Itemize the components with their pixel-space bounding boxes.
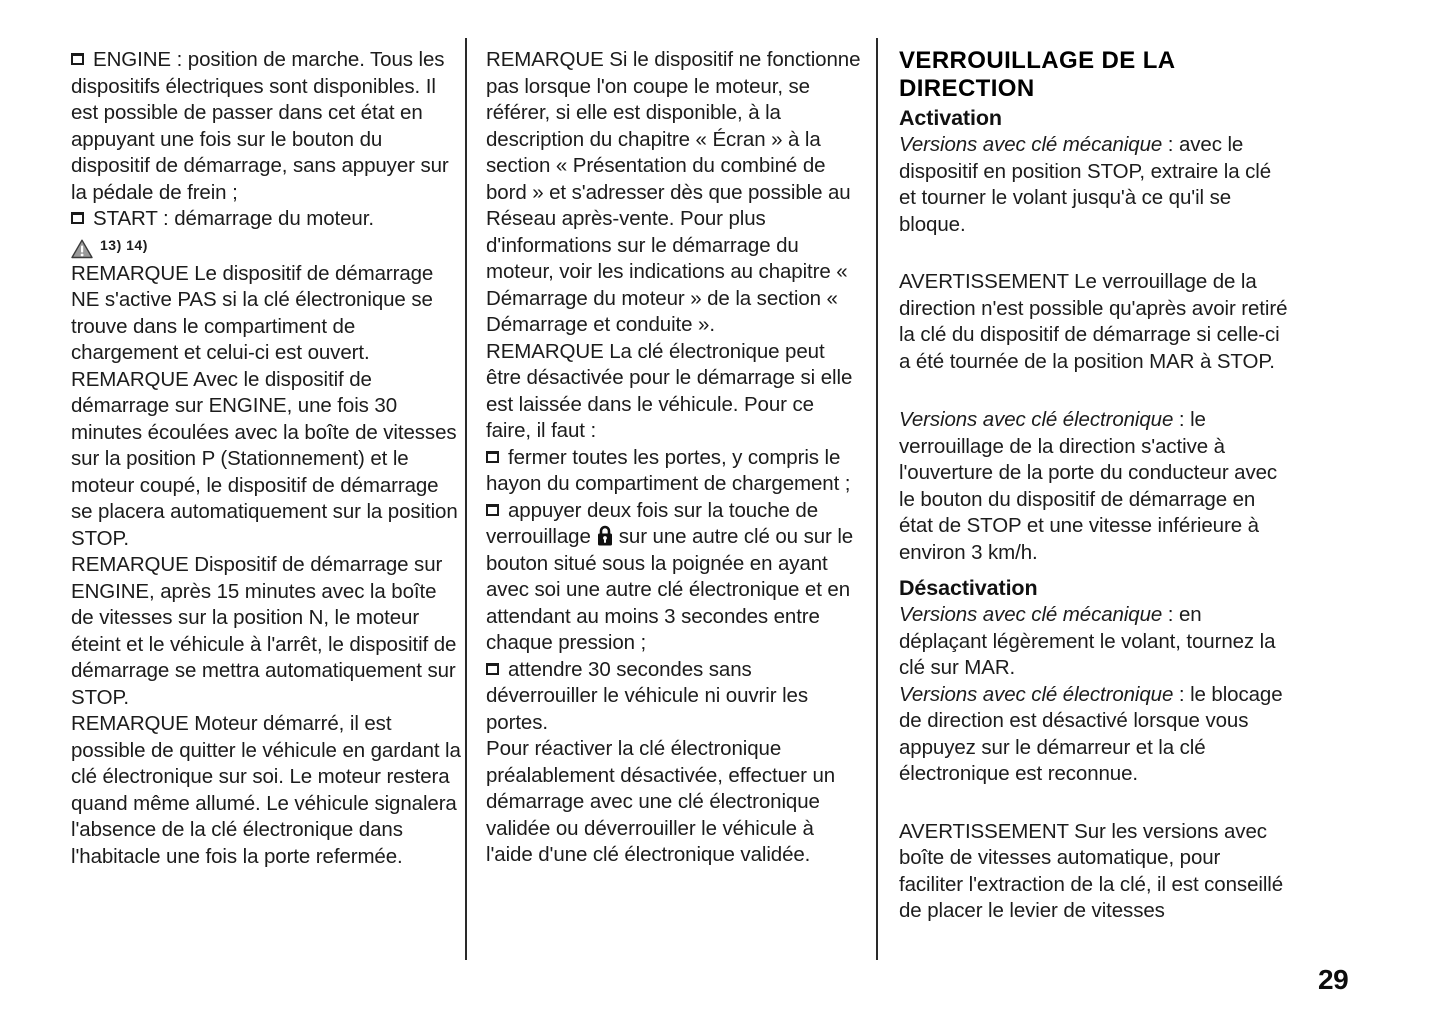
warning-triangle-icon: [71, 239, 93, 259]
paragraph-text: : en déplaçant légèrement le volant, tournez la clé sur MAR.: [899, 603, 1276, 679]
paragraph-text: : le verrouillage de la direction s'active à l'ouverture de la porte du conducteur avec le bouton du dispositif de démarrage en état de STOP et une vitesse inférieure à environ 3 km/h.: [899, 408, 1278, 564]
warning-reference-line: [71, 233, 463, 261]
square-bullet-icon: [486, 504, 499, 516]
column-divider: [876, 38, 878, 960]
lock-icon: [597, 525, 613, 546]
subsection-title-deactivation: Désactivation: [899, 576, 1038, 600]
square-bullet-icon: [486, 451, 499, 463]
bullet-item-close-doors: [486, 445, 864, 498]
bullet-text: START : démarrage du moteur.: [93, 207, 374, 230]
bullet-text: attendre 30 secondes sans déverrouiller le véhicule ni ouvrir les portes.: [486, 657, 808, 734]
bullet-text: appuyer deux fois sur la touche de verrouillage: [486, 498, 818, 548]
note-references: 13) 14): [100, 237, 148, 253]
subsection-title-activation: Activation: [899, 106, 1002, 130]
bullet-text: fermer toutes les portes, y compris le hayon du compartiment de chargement ;: [486, 445, 851, 495]
italic-lead: Versions avec clé mécanique: [899, 603, 1163, 626]
paragraph: Pour réactiver la clé électronique préalablement désactivée, effectuer un démarrage avec une clé électronique validée ou déverrouiller le véhicule à l'aide d'une clé électronique validée.: [486, 737, 836, 866]
column-middle: [486, 47, 864, 869]
column-divider: [465, 38, 467, 960]
italic-lead: Versions avec clé électronique: [899, 682, 1174, 706]
bullet-text: ENGINE : position de marche. Tous les dispositifs électriques sont disponibles. Il est possible de passer dans cet état en appuyant une fois sur le bouton du dispositif de démarrage, sans appuyer sur la pédale de frein ;: [71, 48, 449, 204]
warning-paragraph: AVERTISSEMENT Sur les versions avec boîte de vitesses automatique, pour faciliter l'extraction de la clé, il est conseillé de placer le levier de vitesses: [899, 819, 1284, 922]
column-left: [71, 47, 463, 870]
paragraph: [899, 682, 1289, 788]
bullet-text: sur une autre clé ou sur le bouton situé sous la poignée en ayant avec soi une autre clé électronique et en attendant au moins 3 secondes entre chaque pression ;: [486, 525, 854, 654]
page-number: 29: [1318, 964, 1349, 995]
paragraph: REMARQUE Moteur démarré, il est possible de quitter le véhicule en gardant la clé électronique sur soi. Le moteur restera quand même allumé. Le véhicule signalera l'absence de la clé électronique dans l'habitacle une fois la porte refermée.: [71, 712, 461, 868]
paragraph: [899, 407, 1289, 566]
paragraph: [899, 132, 1289, 238]
bullet-item-wait: [486, 657, 864, 737]
bullet-item-engine: [71, 47, 463, 206]
paragraph: [899, 602, 1289, 682]
paragraph: REMARQUE Le dispositif de démarrage NE s'active PAS si la clé électronique se trouve dans le compartiment de chargement et celui-ci est ouvert.: [71, 261, 434, 364]
paragraph: REMARQUE La clé électronique peut être désactivée pour le démarrage si elle est laissée dans le véhicule. Pour ce faire, il faut :: [486, 339, 853, 442]
italic-lead: Versions avec clé mécanique: [899, 133, 1163, 156]
paragraph-text: : le blocage de direction est désactivé lorsque vous appuyez sur le démarreur et la clé électronique est reconnue.: [899, 682, 1283, 785]
column-right: [899, 47, 1289, 925]
square-bullet-icon: [71, 212, 84, 224]
paragraph: REMARQUE Avec le dispositif de démarrage sur ENGINE, une fois 30 minutes écoulées avec la boîte de vitesses sur la position P (Stationnement) et le moteur coupé, le dispositif de démarrage se placera automatiquement sur la position STOP.: [71, 367, 458, 550]
paragraph: REMARQUE Dispositif de démarrage sur ENGINE, après 15 minutes avec la boîte de vitesses sur la position N, le moteur éteint et le véhicule à l'arrêt, le dispositif de démarrage se mettra automatiquement sur STOP.: [71, 553, 457, 709]
square-bullet-icon: [71, 53, 84, 65]
warning-paragraph: AVERTISSEMENT Le verrouillage de la direction n'est possible qu'après avoir retiré la clé du dispositif de démarrage si celle-ci a été tournée de la position MAR à STOP.: [899, 270, 1288, 373]
bullet-item-press-lock: [486, 498, 864, 657]
paragraph: REMARQUE Si le dispositif ne fonctionne pas lorsque l'on coupe le moteur, se référer, si elle est disponible, à la description du chapitre « Écran » à la section « Présentation du combiné de bord » et s'adresser dès que possible au Réseau après-vente. Pour plus d'informations sur le démarrage du moteur, voir les indications au chapitre « Démarrage du moteur » de la section « Démarrage et conduite ».: [486, 48, 861, 336]
section-title: VERROUILLAGE DE LA DIRECTION: [899, 47, 1175, 102]
italic-lead: Versions avec clé électronique: [899, 408, 1174, 431]
bullet-item-start: [71, 206, 463, 233]
paragraph-text: : avec le dispositif en position STOP, extraire la clé et tourner le volant jusqu'à ce qu'il se bloque.: [899, 133, 1272, 236]
square-bullet-icon: [486, 663, 499, 675]
